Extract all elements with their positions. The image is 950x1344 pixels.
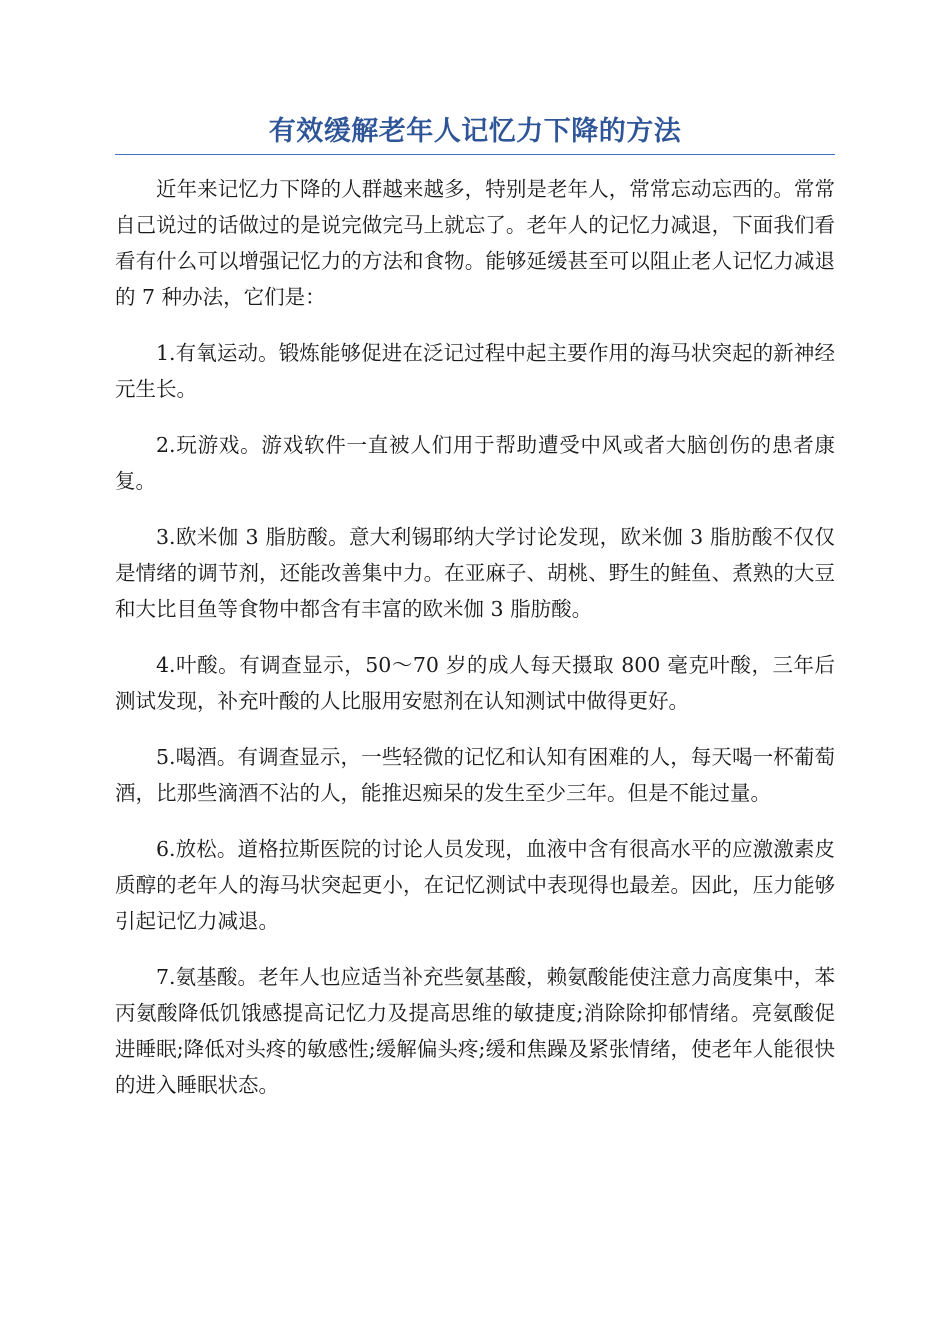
method-paragraph-1: 1.有氧运动。锻炼能够促进在泛记过程中起主要作用的海马状突起的新神经元生长。 bbox=[115, 341, 835, 401]
method-paragraph-4: 4.叶酸。有调查显示，50～70 岁的成人每天摄取 800 毫克叶酸，三年后测试发现，补充叶酸的人比服用安慰剂在认知测试中做得更好。 bbox=[115, 653, 835, 713]
document-title: 有效缓解老年人记忆力下降的方法 bbox=[268, 116, 682, 147]
method-paragraph-7: 7.氨基酸。老年人也应适当补充些氨基酸，赖氨酸能使注意力高度集中，苯丙氨酸降低饥饿感提高记忆力及提高思维的敏捷度;消除除抑郁情绪。亮氨酸促进睡眠;降低对头疼的敏感性;缓解偏头疼;缓和焦躁及紧张情绪，使老年人能很快的进入睡眠状态。 bbox=[115, 965, 835, 1097]
intro-paragraph: 近年来记忆力下降的人群越来越多，特别是老年人，常常忘动忘西的。常常自己说过的话做过的是说完做完马上就忘了。老年人的记忆力减退，下面我们看看有什么可以增强记忆力的方法和食物。能够延缓甚至可以阻止老人记忆力减退的 7 种办法，它们是： bbox=[115, 177, 835, 309]
method-paragraph-6: 6.放松。道格拉斯医院的讨论人员发现，血液中含有很高水平的应激激素皮质醇的老年人的海马状突起更小，在记忆测试中表现得也最差。因此，压力能够引起记忆力减退。 bbox=[115, 837, 835, 933]
title-underline bbox=[115, 154, 835, 155]
method-paragraph-3: 3.欧米伽 3 脂肪酸。意大利锡耶纳大学讨论发现，欧米伽 3 脂肪酸不仅仅是情绪的调节剂，还能改善集中力。在亚麻子、胡桃、野生的鲑鱼、煮熟的大豆和大比目鱼等食物中都含有丰富的欧米伽 3 脂肪酸。 bbox=[115, 525, 835, 621]
method-paragraph-5: 5.喝酒。有调查显示，一些轻微的记忆和认知有困难的人，每天喝一杯葡萄酒，比那些滴酒不沾的人，能推迟痴呆的发生至少三年。但是不能过量。 bbox=[115, 745, 835, 805]
document-page bbox=[115, 112, 835, 1123]
method-paragraph-2: 2.玩游戏。游戏软件一直被人们用于帮助遭受中风或者大脑创伤的患者康复。 bbox=[115, 433, 835, 493]
